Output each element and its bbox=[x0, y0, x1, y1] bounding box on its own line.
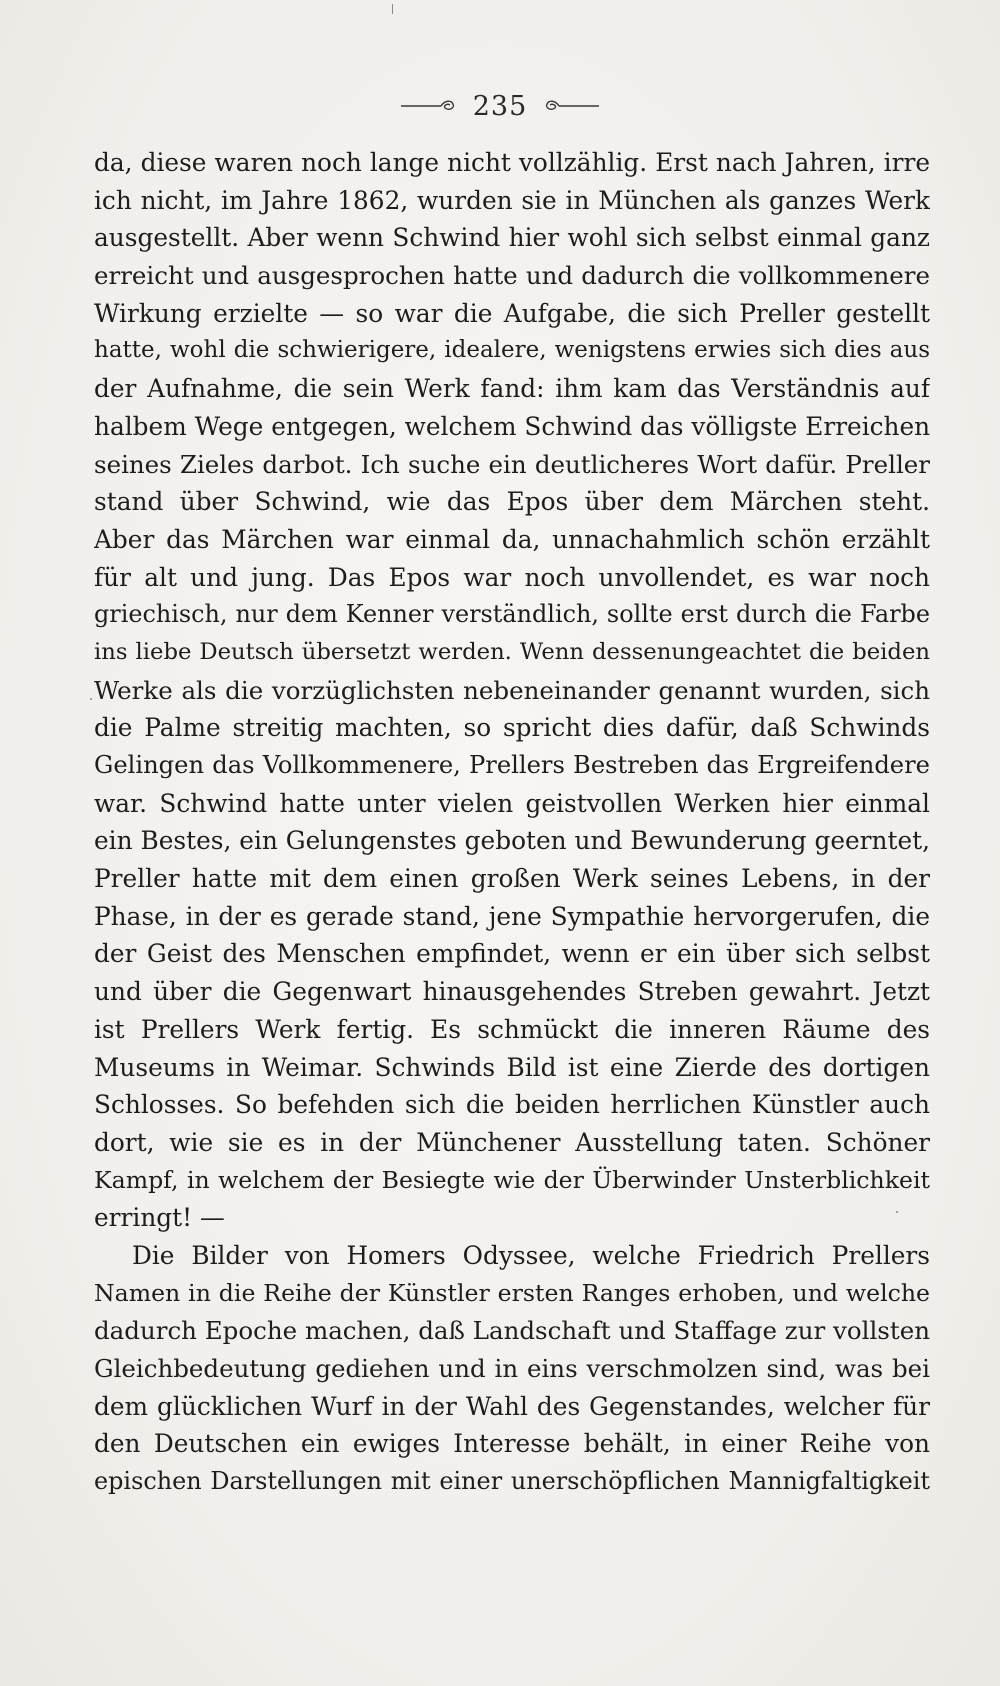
text-line: dadurch Epoche machen, daß Landschaft und Staffage zur vollsten bbox=[94, 1316, 930, 1346]
text-line: Museums in Weimar. Schwinds Bild ist eine Zierde des dortigen bbox=[94, 1052, 930, 1082]
text-line: war. Schwind hatte unter vielen geistvollen Werken hier einmal bbox=[94, 788, 930, 818]
text-line: erringt! — bbox=[94, 1203, 225, 1233]
body-text bbox=[94, 144, 930, 1501]
text-line: Namen in die Reihe der Künstler ersten Ranges erhoben, und welche bbox=[94, 1278, 930, 1307]
text-line: hatte, wohl die schwierigere, idealere, wenigstens erwies sich dies aus bbox=[94, 337, 930, 364]
text-line: erreicht und ausgesprochen hatte und dadurch die vollkommenere bbox=[94, 261, 930, 291]
text-line: da, diese waren noch lange nicht vollzählig. Erst nach Jahren, irre bbox=[94, 148, 930, 177]
text-line: Schlosses. So befehden sich die beiden herrlichen Künstler auch bbox=[94, 1090, 930, 1120]
text-line: epischen Darstellungen mit einer unerschöpflichen Mannigfaltigkeit bbox=[94, 1467, 930, 1496]
text-line: ich nicht, im Jahre 1862, wurden sie in München als ganzes Werk bbox=[94, 185, 930, 215]
scan-speck bbox=[896, 1211, 898, 1213]
text-line: Preller hatte mit dem einen großen Werk seines Lebens, in der bbox=[94, 864, 930, 894]
text-line: seines Zieles darbot. Ich suche ein deutlicheres Wort dafür. Preller bbox=[94, 449, 930, 479]
text-line: Gelingen das Vollkommenere, Prellers Bestreben das Ergreifendere bbox=[94, 751, 930, 779]
text-line: Werke als die vorzüglichsten nebeneinander genannt wurden, sich bbox=[94, 675, 930, 705]
text-line: der Aufnahme, die sein Werk fand: ihm kam das Verständnis auf bbox=[94, 374, 930, 404]
left-ornament-icon bbox=[399, 96, 459, 116]
text-line: ins liebe Deutsch übersetzt werden. Wenn dessenungeachtet die beiden bbox=[94, 638, 930, 665]
text-line: und über die Gegenwart hinausgehendes Streben gewahrt. Jetzt bbox=[94, 977, 930, 1007]
text-line: Gleichbedeutung gediehen und in eins verschmolzen sind, was bei bbox=[94, 1354, 930, 1383]
page-number: 235 bbox=[472, 90, 528, 122]
text-line: dem glücklichen Wurf in der Wahl des Gegenstandes, welcher für bbox=[94, 1391, 930, 1421]
text-line: Aber das Märchen war einmal da, unnachahmlich schön erzählt bbox=[94, 524, 930, 554]
text-line: dort, wie sie es in der Münchener Ausstellung taten. Schöner bbox=[94, 1127, 930, 1157]
page-header bbox=[0, 84, 1000, 128]
text-line: halbem Wege entgegen, welchem Schwind das völligste Erreichen bbox=[94, 411, 930, 441]
text-line: griechisch, nur dem Kenner verständlich, sollte erst durch die Farbe bbox=[94, 600, 930, 629]
scan-mark bbox=[392, 4, 393, 14]
right-ornament-icon bbox=[541, 96, 601, 116]
text-line: die Palme streitig machten, so spricht dies dafür, daß Schwinds bbox=[94, 713, 930, 743]
text-line: ausgestellt. Aber wenn Schwind hier wohl sich selbst einmal ganz bbox=[94, 223, 930, 253]
text-line: stand über Schwind, wie das Epos über dem Märchen steht. bbox=[94, 487, 930, 517]
text-line: für alt und jung. Das Epos war noch unvollendet, es war noch bbox=[94, 562, 930, 592]
text-line: Kampf, in welchem der Besiegte wie der Überwinder Unsterblichkeit bbox=[94, 1165, 930, 1194]
text-line: Die Bilder von Homers Odyssee, welche Friedrich Prellers bbox=[132, 1240, 930, 1270]
text-line: ein Bestes, ein Gelungenstes geboten und Bewunderung geerntet, bbox=[94, 826, 930, 856]
text-line: der Geist des Menschen empfindet, wenn er ein über sich selbst bbox=[94, 939, 930, 969]
text-line: den Deutschen ein ewiges Interesse behält, in einer Reihe von bbox=[94, 1429, 930, 1459]
text-line: Phase, in der es gerade stand, jene Sympathie hervorgerufen, die bbox=[94, 901, 930, 931]
scan-speck bbox=[90, 698, 92, 700]
text-line: ist Prellers Werk fertig. Es schmückt die inneren Räume des bbox=[94, 1014, 930, 1044]
text-line: Wirkung erzielte — so war die Aufgabe, die sich Preller gestellt bbox=[94, 298, 930, 328]
